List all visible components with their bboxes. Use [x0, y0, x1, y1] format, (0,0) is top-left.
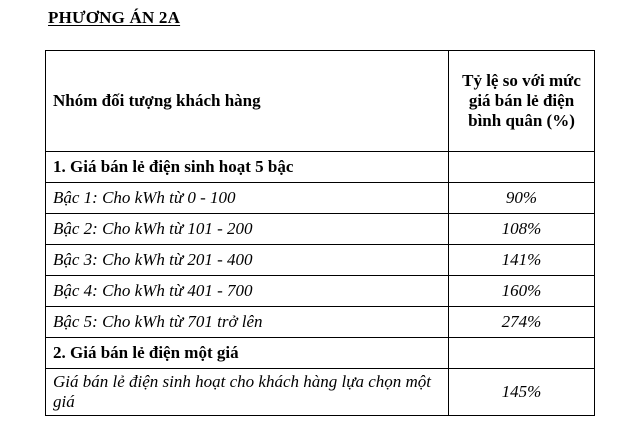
single-price-ratio: 145%: [449, 369, 595, 416]
header-customer-group: Nhóm đối tượng khách hàng: [46, 51, 449, 152]
tier-label: Bậc 1: Cho kWh từ 0 - 100: [46, 183, 449, 214]
price-ratio-table: [45, 50, 595, 416]
tier-label: Bậc 5: Cho kWh từ 701 trở lên: [46, 307, 449, 338]
section-empty-cell: [449, 152, 595, 183]
tier-label: Bậc 3: Cho kWh từ 201 - 400: [46, 245, 449, 276]
tier-ratio: 90%: [449, 183, 595, 214]
table-row: [46, 307, 595, 338]
section-title-single-price: 2. Giá bán lẻ điện một giá: [46, 338, 449, 369]
header-ratio: Tỷ lệ so với mức giá bán lẻ điện bình quân (%): [449, 51, 595, 152]
single-price-label: Giá bán lẻ điện sinh hoạt cho khách hàng lựa chọn một giá: [46, 369, 449, 416]
tier-ratio: 274%: [449, 307, 595, 338]
tier-label: Bậc 4: Cho kWh từ 401 - 700: [46, 276, 449, 307]
table-header-row: [46, 51, 595, 152]
tier-ratio: 108%: [449, 214, 595, 245]
section-empty-cell: [449, 338, 595, 369]
tier-label: Bậc 2: Cho kWh từ 101 - 200: [46, 214, 449, 245]
section-row-single-price: [46, 338, 595, 369]
table-row: [46, 183, 595, 214]
section-title-tiered: 1. Giá bán lẻ điện sinh hoạt 5 bậc: [46, 152, 449, 183]
table-row: [46, 245, 595, 276]
section-row-tiered: [46, 152, 595, 183]
tier-ratio: 141%: [449, 245, 595, 276]
table-row: [46, 369, 595, 416]
table-row: [46, 214, 595, 245]
tier-ratio: 160%: [449, 276, 595, 307]
document-heading: PHƯƠNG ÁN 2A: [48, 8, 181, 27]
table-row: [46, 276, 595, 307]
